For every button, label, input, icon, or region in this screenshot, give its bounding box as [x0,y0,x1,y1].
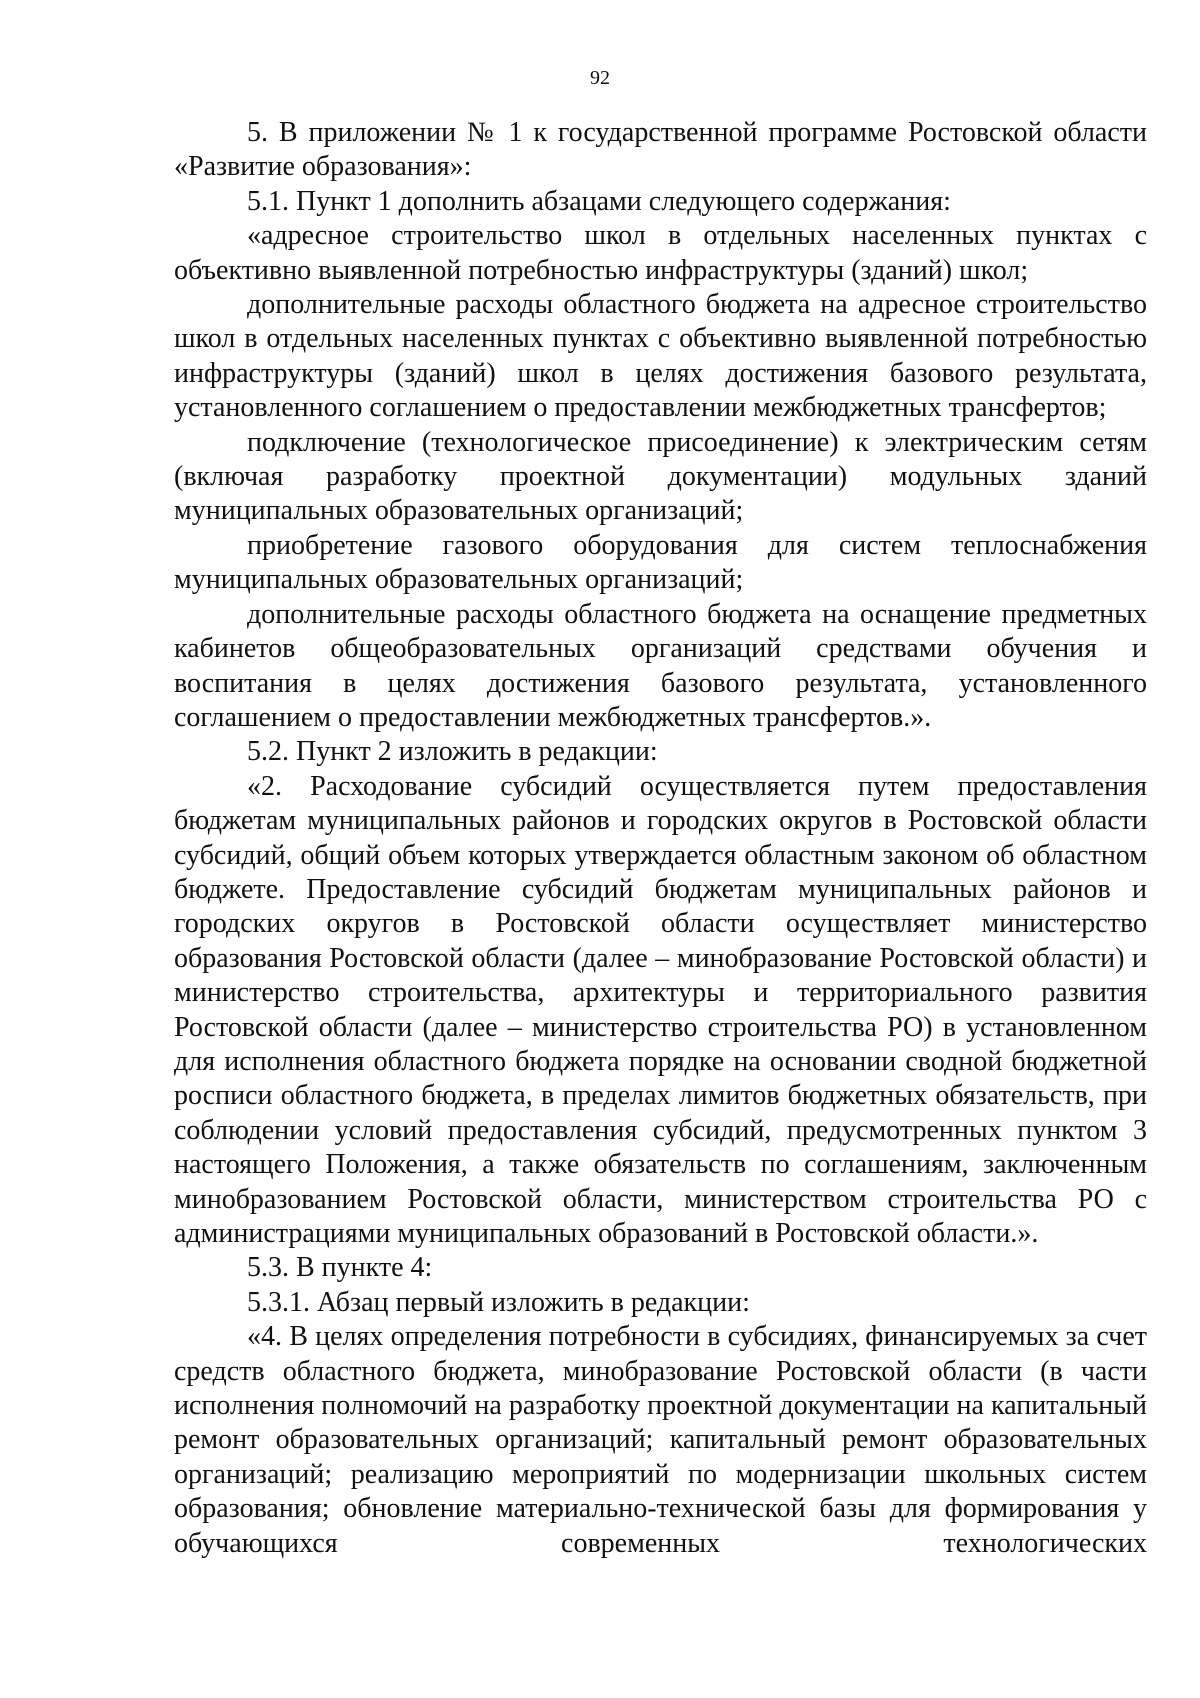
paragraph: подключение (технологическое присоединение) к электрическим сетям (включая разработку проектной документации) модульных зданий муниципальных образовательных организаций; [174,426,1147,527]
paragraph: 5.2. Пункт 2 изложить в редакции: [247,736,658,768]
paragraph: 5.3. В пункте 4: [247,1252,433,1284]
paragraph: 5.3.1. Абзац первый изложить в редакции: [247,1286,750,1318]
paragraph: 5.1. Пункт 1 дополнить абзацами следующего содержания: [247,185,951,217]
paragraph: «адресное строительство школ в отдельных населенных пунктах с объективно выявленной потребностью инфраструктуры (зданий) школ; [174,220,1147,286]
paragraph: дополнительные расходы областного бюджета на адресное строительство школ в отдельных населенных пунктах с объективно выявленной потребностью инфраструктуры (зданий) школ в целях достижения базового результата, установленного соглашением о предоставлении межбюджетных трансфертов; [174,289,1147,424]
paragraph: «2. Расходование субсидий осуществляется путем предоставления бюджетам муниципальных районов и городских округов в Ростовской области субсидий, общий объем которых утверждается областным законом об областном бюджете. Предоставление субсидий бюджетам муниципальных районов и городских округов в Ростовской области осуществляет министерство образования Ростовской области (далее – минобразование Ростовской области) и министерство строительства, архитектуры и территориального развития Ростовской области (далее – министерство строительства РО) в установленном для исполнения областного бюджета порядке на основании сводной бюджетной росписи областного бюджета, в пределах лимитов бюджетных обязательств, при соблюдении условий предоставления субсидий, предусмотренных пунктом 3 настоящего Положения, а также обязательств по соглашениям, заключенным минобразованием Ростовской области, министерством строительства РО с администрациями муниципальных образований в Ростовской области.». [174,770,1147,1249]
paragraph: дополнительные расходы областного бюджета на оснащение предметных кабинетов общеобразовательных организаций средствами обучения и воспитания в целях достижения базового результата, установленного соглашением о предоставлении межбюджетных трансфертов.». [174,598,1147,733]
document-body [174,116,1147,1561]
paragraph: 5. В приложении № 1 к государственной программе Ростовской области «Развитие образования»: [174,117,1147,183]
paragraph: приобретение газового оборудования для систем теплоснабжения муниципальных образовательных организаций; [174,529,1147,596]
paragraph: «4. В целях определения потребности в субсидиях, финансируемых за счет средств областного бюджета, минобразование Ростовской области (в части исполнения полномочий на разработку проектной документации на капитальный ремонт образовательных организаций; капитальный ремонт образовательных организаций; реализацию мероприятий по модернизации школьных систем образования; обновление материально-технической базы для формирования у обучающихся современных технологических [174,1321,1147,1559]
page-number: 92 [590,67,610,89]
